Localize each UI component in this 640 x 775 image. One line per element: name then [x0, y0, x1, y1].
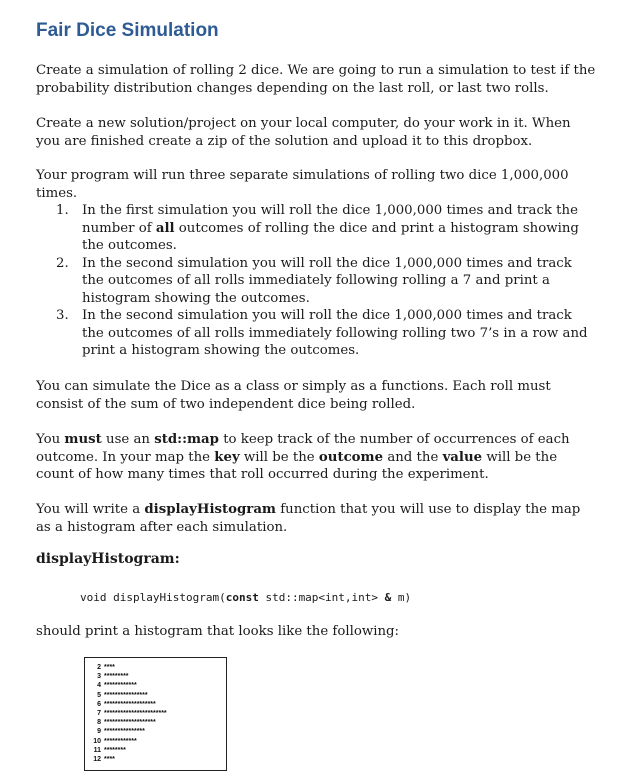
histogram-stars: ********	[104, 746, 126, 754]
histogram-row	[90, 664, 115, 672]
histogram-row	[90, 692, 148, 700]
program-intro-paragraph: Your program will run three separate simulations of rolling two dice 1,000,000 times.	[36, 168, 569, 201]
code-text: std::map<int,int>	[258, 591, 385, 604]
list-text: outcomes of rolling the dice and print a histogram showing the outcomes.	[82, 220, 579, 253]
histogram-key: 3	[97, 673, 101, 681]
histogram-row	[90, 728, 145, 736]
text-run: You	[36, 432, 65, 447]
histogram-row	[90, 756, 115, 764]
histogram-stars: ************	[104, 737, 137, 745]
histogram-stars: *******************	[104, 719, 156, 727]
histogram-key: 10	[93, 737, 101, 745]
list-item	[56, 255, 596, 308]
text-run: function that you will use to display the map as a histogram after each simulation.	[36, 502, 581, 535]
histogram-row	[90, 682, 137, 690]
list-text: In the second simulation you will roll the dice 1,000,000 times and track the outcomes of all rolls immediately following rolling a 7 and print a histogram showing the outcomes.	[82, 255, 572, 306]
histogram-row	[90, 673, 129, 681]
map-paragraph	[36, 431, 596, 484]
dice-paragraph: You can simulate the Dice as a class or simply as a functions. Each roll must consist of the sum of two independent dice being rolled.	[36, 379, 551, 412]
text-emphasis: must	[64, 432, 102, 447]
list-text: In the first simulation you will roll the dice 1,000,000 times and track the number of	[82, 203, 578, 236]
text-run: use an	[101, 432, 155, 447]
histogram-key: 5	[97, 691, 101, 699]
text-emphasis: std::map	[154, 432, 219, 447]
display-paragraph	[36, 501, 596, 536]
section-heading: displayHistogram:	[36, 551, 180, 567]
histogram-key: 6	[97, 700, 101, 708]
histogram-example	[84, 657, 227, 771]
list-emphasis: all	[155, 220, 175, 236]
histogram-key: 9	[97, 728, 101, 736]
setup-paragraph: Create a new solution/project on your local computer, do your work in it. When you are finished create a zip of the solution and upload it to this dropbox.	[36, 116, 571, 149]
histogram-stars: ****	[104, 756, 115, 763]
code-text: m)	[391, 591, 412, 604]
histogram-key: 2	[97, 664, 101, 671]
list-item	[56, 202, 596, 255]
page-title: Fair Dice Simulation	[36, 20, 219, 41]
list-number: 2.	[56, 255, 69, 271]
histogram-row	[90, 719, 156, 727]
histogram-key: 11	[93, 746, 101, 754]
text-emphasis: outcome	[318, 449, 384, 465]
text-run: to keep track of the number of occurrences of each outcome. In your map the	[36, 432, 570, 465]
code-keyword: &	[384, 591, 392, 604]
list-item	[56, 307, 596, 360]
histogram-key: 7	[97, 710, 101, 717]
text-emphasis: displayHistogram	[144, 502, 276, 517]
histogram-stars: ***********************	[104, 710, 167, 717]
simulation-list	[56, 202, 596, 360]
text-run: will be the	[239, 449, 319, 465]
text-emphasis: key	[214, 449, 240, 465]
code-keyword: const	[225, 591, 259, 604]
list-number: 3.	[56, 308, 69, 323]
histogram-key: 8	[97, 719, 101, 727]
histogram-row	[90, 747, 126, 755]
should-print-paragraph: should print a histogram that looks like the following:	[36, 624, 400, 639]
text-run: You will write a	[36, 502, 145, 517]
histogram-stars: *******************	[104, 700, 156, 708]
text-emphasis: value	[442, 449, 483, 465]
histogram-key: 4	[97, 682, 101, 690]
code-snippet	[80, 591, 411, 604]
text-run: will be the count of how many times that roll occurred during the experiment.	[36, 449, 558, 482]
list-number: 1.	[56, 203, 69, 218]
histogram-stars: ****	[104, 664, 115, 671]
histogram-stars: ****************	[104, 691, 148, 699]
histogram-row	[90, 710, 167, 718]
intro-paragraph: Create a simulation of rolling 2 dice. We are going to run a simulation to test if the probability distribution changes depending on the last roll, or last two rolls.	[36, 63, 596, 96]
code-text: void displayHistogram(	[80, 591, 226, 604]
histogram-stars: *********	[104, 673, 129, 681]
text-run: and the	[383, 449, 443, 465]
histogram-key: 12	[93, 756, 101, 763]
histogram-row	[90, 738, 137, 746]
histogram-row	[90, 701, 156, 709]
histogram-stars: ***************	[104, 728, 145, 736]
list-text: In the second simulation you will roll the dice 1,000,000 times and track the outcomes of all rolls immediately following rolling two 7’s in a row and print a histogram showing the outcomes.	[82, 308, 588, 358]
histogram-stars: ************	[104, 682, 137, 690]
